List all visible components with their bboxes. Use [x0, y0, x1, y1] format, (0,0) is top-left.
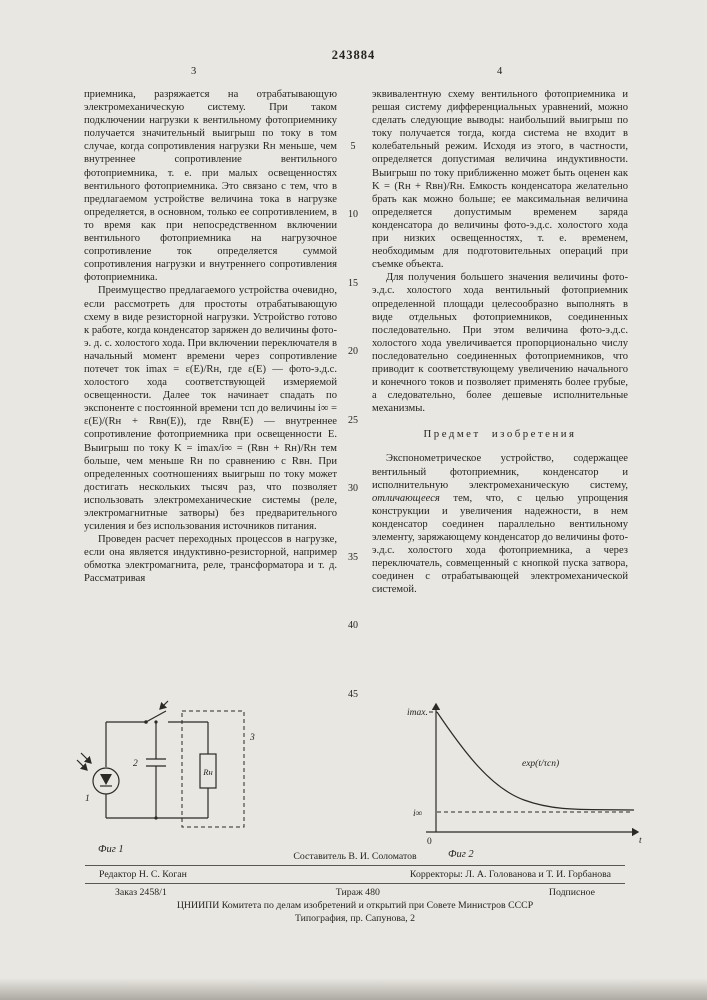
left-column [84, 88, 337, 586]
divider [85, 865, 625, 866]
paragraph: Для получения большего значения величины фото-э.д.с. холостого хода вентильный фотоприемник определенной площади целесообразно выполнять в виде отдельных фотоприемников, соединенных последовательно. При этом величина фото-э.д.с. холостого хода увеличивается пропорционально числу последовательно соединенных фотоприемников, что приводит к соответствующему увеличению начального и конечного токов и позволяет применять более грубые, а следовательно, более дешевые исполнительные механизмы. [372, 272, 628, 415]
switch-lever [146, 711, 166, 722]
load-number-label: 3 [250, 733, 255, 743]
figure-2-caption: Фиг 2 [448, 849, 474, 860]
junction-dot [154, 720, 157, 723]
line-number: 45 [348, 689, 358, 700]
capacitor-number-label: 2 [133, 759, 138, 769]
load-dashed-box [182, 711, 244, 827]
order-number: Заказ 2458/1 [115, 887, 167, 898]
line-number: 5 [350, 141, 356, 152]
claim-emphasis: отличающееся [372, 492, 440, 504]
publisher-line: ЦНИИПИ Комитета по делам изобретений и открытий при Совете Министров СССР [176, 900, 534, 911]
paragraph: Преимущество предлагаемого устройства очевидно, если рассмотреть для простоты отрабатывающую схему в виде резисторной нагрузки. Устройство готово к работе, когда конденсатор заряжен до величины фото-э. д. с. холостого хода. При включении переключателя в начальный момент времени через сопротивление потечет ток imax = ε(E)/Rн, где ε(E) — фото-э.д.с. холостого хода соответствующей измеряемой освещенности. Далее ток начинает спадать по экспоненте с постоянной времени τсп до величины i∞ = ε(E)/(Rн + Rвн(E)), где Rвн(E) — внутреннее сопротивление фотоприемника при освещенности E. Выигрыш по току K = imax/i∞ = (Rвн + Rн)/Rн тем больше, чем меньше Rн по сравнению с Rвн. При определенных соотношениях выигрыш по току может достигать нескольких тысяч раз, что позволяет использовать электромеханические системы (реле, электромагнитные затворы) без предварительного усиления и без использования источников питания. [84, 285, 337, 533]
t-axis-label: t [639, 836, 642, 846]
patent-number: 243884 [331, 48, 376, 62]
figure-2-current-decay-graph [406, 692, 656, 862]
printer-line: Типография, пр. Сапунова, 2 [294, 913, 416, 924]
page-edge-shadow [0, 978, 707, 1000]
origin-label: 0 [427, 837, 432, 847]
compiler-line: Составитель В. И. Соломатов [293, 851, 417, 862]
paragraph: эквивалентную схему вентильного фотоприемника и решая систему дифференциальных уравнений, можно сделать следующие выводы: наибольший выигрыш по току получается тогда, когда система не входит в колебательный режим. Исходя из этого, в частности, определяется допустимая величина индуктивности. Выигрыш по току приближенно может быть оценен как K = (Rн + Rвн)/Rн. Емкость конденсатора желательно брать как можно больше; ее максимальная величина определяется допустимым временем заряда конденсатора до величины фото-э.д.с. холостого хода при низких освещенностях, т. е. временем, необходимым для подготовительных операций при съемке объекта. [372, 89, 628, 271]
light-ray-arrow-icon [77, 760, 87, 770]
junction-dot [154, 816, 157, 819]
print-run: Тираж 480 [335, 887, 380, 898]
line-number: 30 [348, 483, 358, 494]
column-number-right: 4 [497, 66, 503, 77]
resistor-value-label: Rн [203, 767, 213, 777]
line-number: 20 [348, 346, 358, 357]
claim-paragraph [372, 452, 628, 596]
paragraph: приемника, разряжается на отрабатывающую электромеханическую систему. При таком подключении нагрузки к вентильному фотоприемнику получается значительный выигрыш по току в том случае, когда сопротивления нагрузки Rн меньше, чем внутреннее сопротивление вентильного фотоприемника, т. е. при малых освещенностях вентильного фотоприемника. Это связано с тем, что в предлагаемом устройстве величина тока в нагрузке определяется, в основном, только ее сопротивлением, в то время как при непосредственном включении вентильного фотоприемника на нагрузочное сопротивление ток определяется суммой сопротивления нагрузки и внутреннего сопротивления фотоприемника. [84, 89, 337, 284]
figure-1-caption: Фиг 1 [98, 844, 124, 855]
light-ray-arrow-icon [81, 753, 91, 763]
right-column [372, 88, 628, 596]
section-title: Предмет изобретения [423, 428, 577, 441]
imprint-footer [85, 850, 625, 925]
iinf-label: i∞ [413, 809, 423, 819]
figure-1-circuit-diagram [76, 698, 266, 858]
photodiode-triangle [100, 774, 112, 785]
correctors-credit: Корректоры: Л. А. Голованова и Т. И. Горбанова [409, 869, 611, 880]
line-number: 15 [348, 278, 358, 289]
claim-text: тем, что, с целью упрощения конструкции и увеличения надежности, в нем конденсатор соединен параллельно вентильному элементу, заряжающему конденсатор до величины фото-э.д.с. холостого хода фотоприемника, а через переключатель, совмещенный с кнопкой пуска затвора, соединен с отрабатывающей электромеханической системой. [372, 492, 628, 596]
editor-credit: Редактор Н. С. Коган [99, 869, 187, 880]
divider [85, 883, 625, 884]
claim-text: Экспонометрическое устройство, содержащее вентильный фотоприемник, конденсатор и исполнительную электромеханическую систему, [372, 453, 628, 491]
column-number-left: 3 [191, 66, 197, 77]
capacitor-plates [146, 759, 166, 766]
paragraph: Проведен расчет переходных процессов в нагрузке, если она является индуктивно-резисторной, например обмотка электромагнита, реле, трансформатора и т. д. Рассматривая [84, 534, 337, 585]
photodiode-number-label: 1 [85, 794, 90, 804]
switch-actuation-arrow-icon [160, 701, 168, 709]
curve-annotation: exp(t/τсп) [522, 759, 560, 769]
subscription-note: Подписное [548, 887, 595, 898]
line-number: 40 [348, 620, 358, 631]
line-number: 25 [348, 415, 358, 426]
line-number: 10 [348, 209, 358, 220]
line-number: 35 [348, 552, 358, 563]
imax-label: imax. [407, 708, 428, 718]
